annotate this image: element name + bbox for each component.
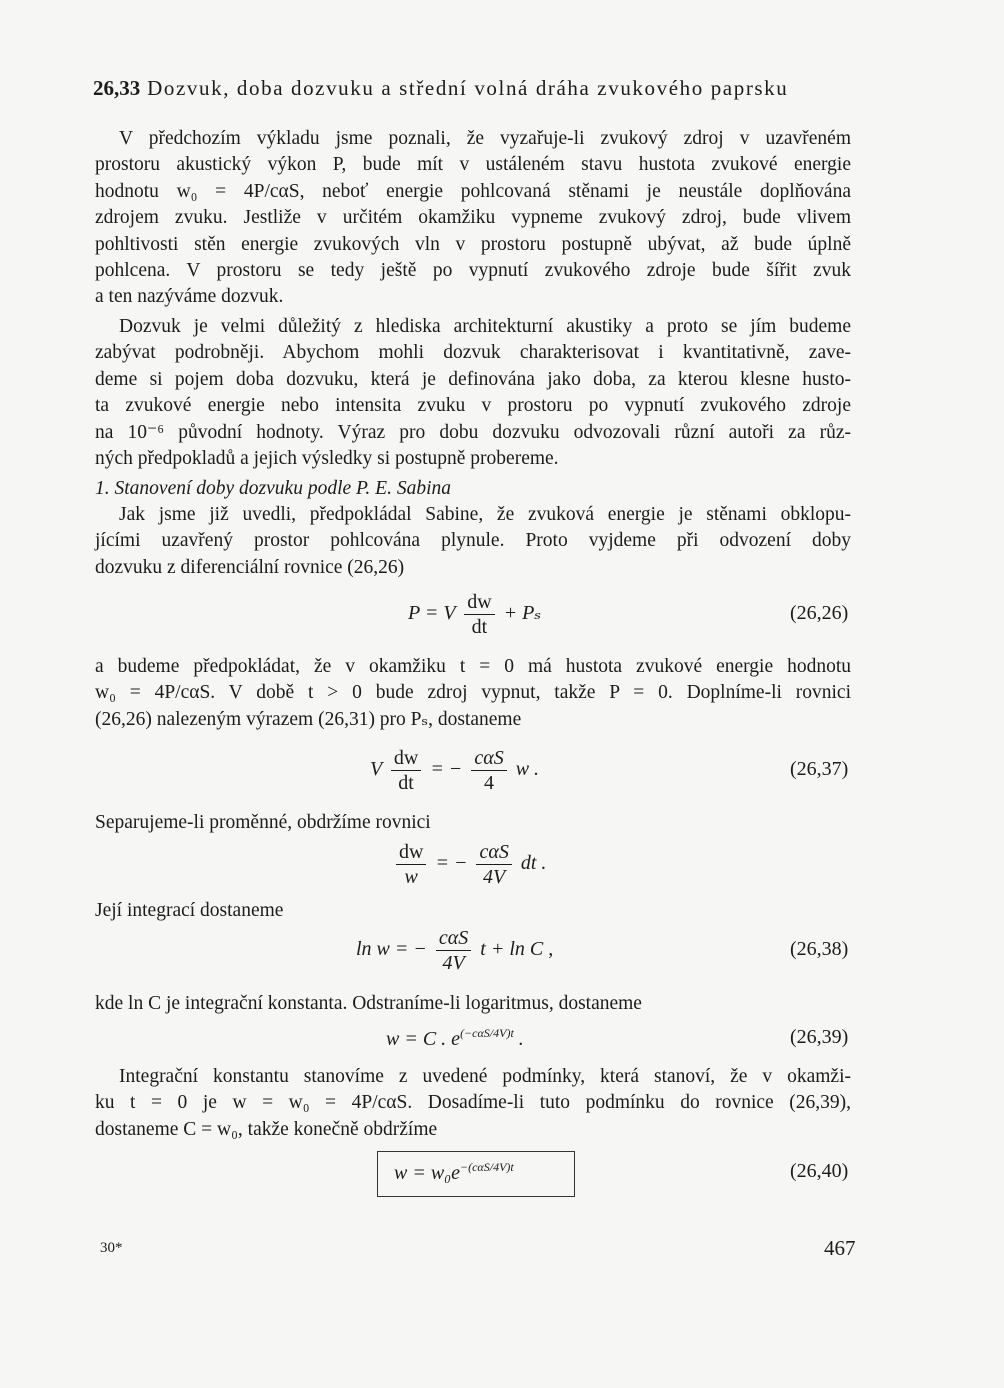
equation-26-37 [370,746,539,795]
text-line: prostoru akustický výkon P, bude mít v ustáleném stavu hustota zvukové energie [95,154,851,176]
equation-label: (26,37) [790,758,849,780]
paragraph-4 [95,654,851,733]
text-line: Její integrací dostaneme [95,900,284,921]
denominator: 4 [484,772,494,794]
equation-separated [392,840,546,889]
fraction [391,746,421,795]
text-line: pohlcena. V prostoru se tedy ještě po vypnutí zvukového zdroje bude šířit zvuk [95,259,851,281]
text-line: a ten nazýváme dozvuk. [95,286,284,308]
equation-label: (26,26) [790,602,849,624]
equation-rhs: w . [515,758,540,781]
paragraph-2 [95,314,851,472]
paragraph-5 [95,1064,851,1143]
text-line: deme si pojem doba dozvuku, která je definována jako doba, za kterou klesne husto- [95,368,851,390]
denominator: dt [398,772,414,794]
text-line: na 10⁻⁶ původní hodnoty. Výraz pro dobu dozvuku odvozovali různí autoři za růz- [95,421,851,443]
numerator: dw [396,840,426,865]
text-line: zdrojem zvuku. Jestliže v určitém okamžiku vypneme zvukový zdroj, bude vlivem [95,207,851,229]
equation-label: (26,38) [790,938,849,960]
equation-label: (26,39) [790,1026,849,1048]
denominator: dt [471,616,488,638]
exponent: −(cαS/4V)t [460,1160,514,1174]
fraction [476,840,511,889]
text-line: a budeme předpokládat, že v okamžiku t = 0 má hustota zvukové energie hodnotu [95,656,851,677]
equation-lhs: ln w = − [356,938,427,961]
equation-lhs: V [370,758,382,781]
denominator: 4V [442,952,465,974]
equation-rhs: + Pₛ [503,602,542,625]
text-line: pohltivosti stěn energie zvukových vln v prostoru postupně ubývat, až bude úplně [95,233,851,255]
text-line: Jak jsme již uvedli, předpokládal Sabine, že zvuková energie je stěnami obklopu- [119,504,851,525]
text-line: Separujeme-li proměnné, obdržíme rovnici [95,812,431,833]
text-line: jícími uzavřený prostor pohlcována plynule. Proto vyjdeme při odvození doby [95,530,851,552]
text-line: ta zvukové energie nebo intensita zvuku v prostoru po vypnutí zvukového zdroje [95,395,851,417]
equation-lhs: P = V [408,602,456,625]
exponent: (−cαS/4V)t [460,1026,514,1040]
denominator: w [404,866,418,888]
equation-26-40 [394,1160,514,1185]
numerator: dw [391,746,421,771]
text-line: V předchozím výkladu jsme poznali, že vyzařuje-li zvukový zdroj v uzavřeném [119,128,851,149]
equation-rhs: t + ln C , [480,938,554,961]
equation-lhs: w = C . e [386,1028,461,1050]
fraction [396,840,426,889]
fraction [436,926,471,975]
text-line: hodnotu w₀ = 4P/cαS, neboť energie pohlcovaná stěnami je neustále doplňována [95,180,851,202]
text-line: dostaneme C = w₀, takže konečně obdržíme [95,1118,438,1140]
equation-end: . [518,1028,524,1050]
paragraph-3 [95,502,851,581]
page-number: 467 [824,1236,856,1260]
section-number: 26,33 [93,76,141,100]
equation-operator: = − [435,852,468,875]
numerator: cαS [471,746,506,771]
numerator: cαS [436,926,471,951]
equation-rhs: dt . [520,852,547,875]
text-line: ných předpokladů a jejich výsledky si postupně probereme. [95,447,559,469]
paragraph-1 [95,126,851,311]
equation-26-39 [386,1026,524,1051]
equation-26-26 [408,590,541,639]
text-separate [95,810,851,836]
text-line: zabývat podrobněji. Abychom mohli dozvuk charakterisovat i kvantitativně, zave- [95,342,851,364]
text-integrate [95,898,851,924]
numerator: dw [464,590,494,615]
text-line: ku t = 0 je w = w₀ = 4P/cαS. Dosadíme-li tuto podmínku do rovnice (26,39), [95,1092,851,1114]
equation-label: (26,40) [790,1160,849,1182]
signature-mark: 30* [100,1240,123,1256]
text-line: Dozvuk je velmi důležitý z hlediska architekturní akustiky a proto se jím budeme [119,316,851,337]
text-line: Integrační konstantu stanovíme z uvedené podmínky, která stanoví, že v okamži- [119,1066,851,1087]
numerator: cαS [476,840,511,865]
equation-operator: = − [430,758,463,781]
text-line: dozvuku z diferenciální rovnice (26,26) [95,556,405,578]
text-line: (26,26) nalezeným výrazem (26,31) pro Pₛ, dostaneme [95,708,522,730]
subsection-title [95,476,851,502]
text-line: w₀ = 4P/cαS. V době t > 0 bude zdroj vypnut, takže P = 0. Doplníme-li rovnici [95,682,851,704]
denominator: 4V [483,866,506,888]
subsection-title-text: 1. Stanovení doby dozvuku podle P. E. Sabina [95,478,451,499]
section-title: Dozvuk, doba dozvuku a střední volná dráha zvukového paprsku [147,76,789,100]
equation-lhs: w = w₀e [394,1162,461,1184]
section-heading [93,76,788,101]
text-line: kde ln C je integrační konstanta. Odstraníme-li logaritmus, dostaneme [95,993,642,1014]
fraction [471,746,506,795]
equation-26-38 [356,926,553,975]
text-constant [95,991,851,1017]
fraction [464,590,494,639]
